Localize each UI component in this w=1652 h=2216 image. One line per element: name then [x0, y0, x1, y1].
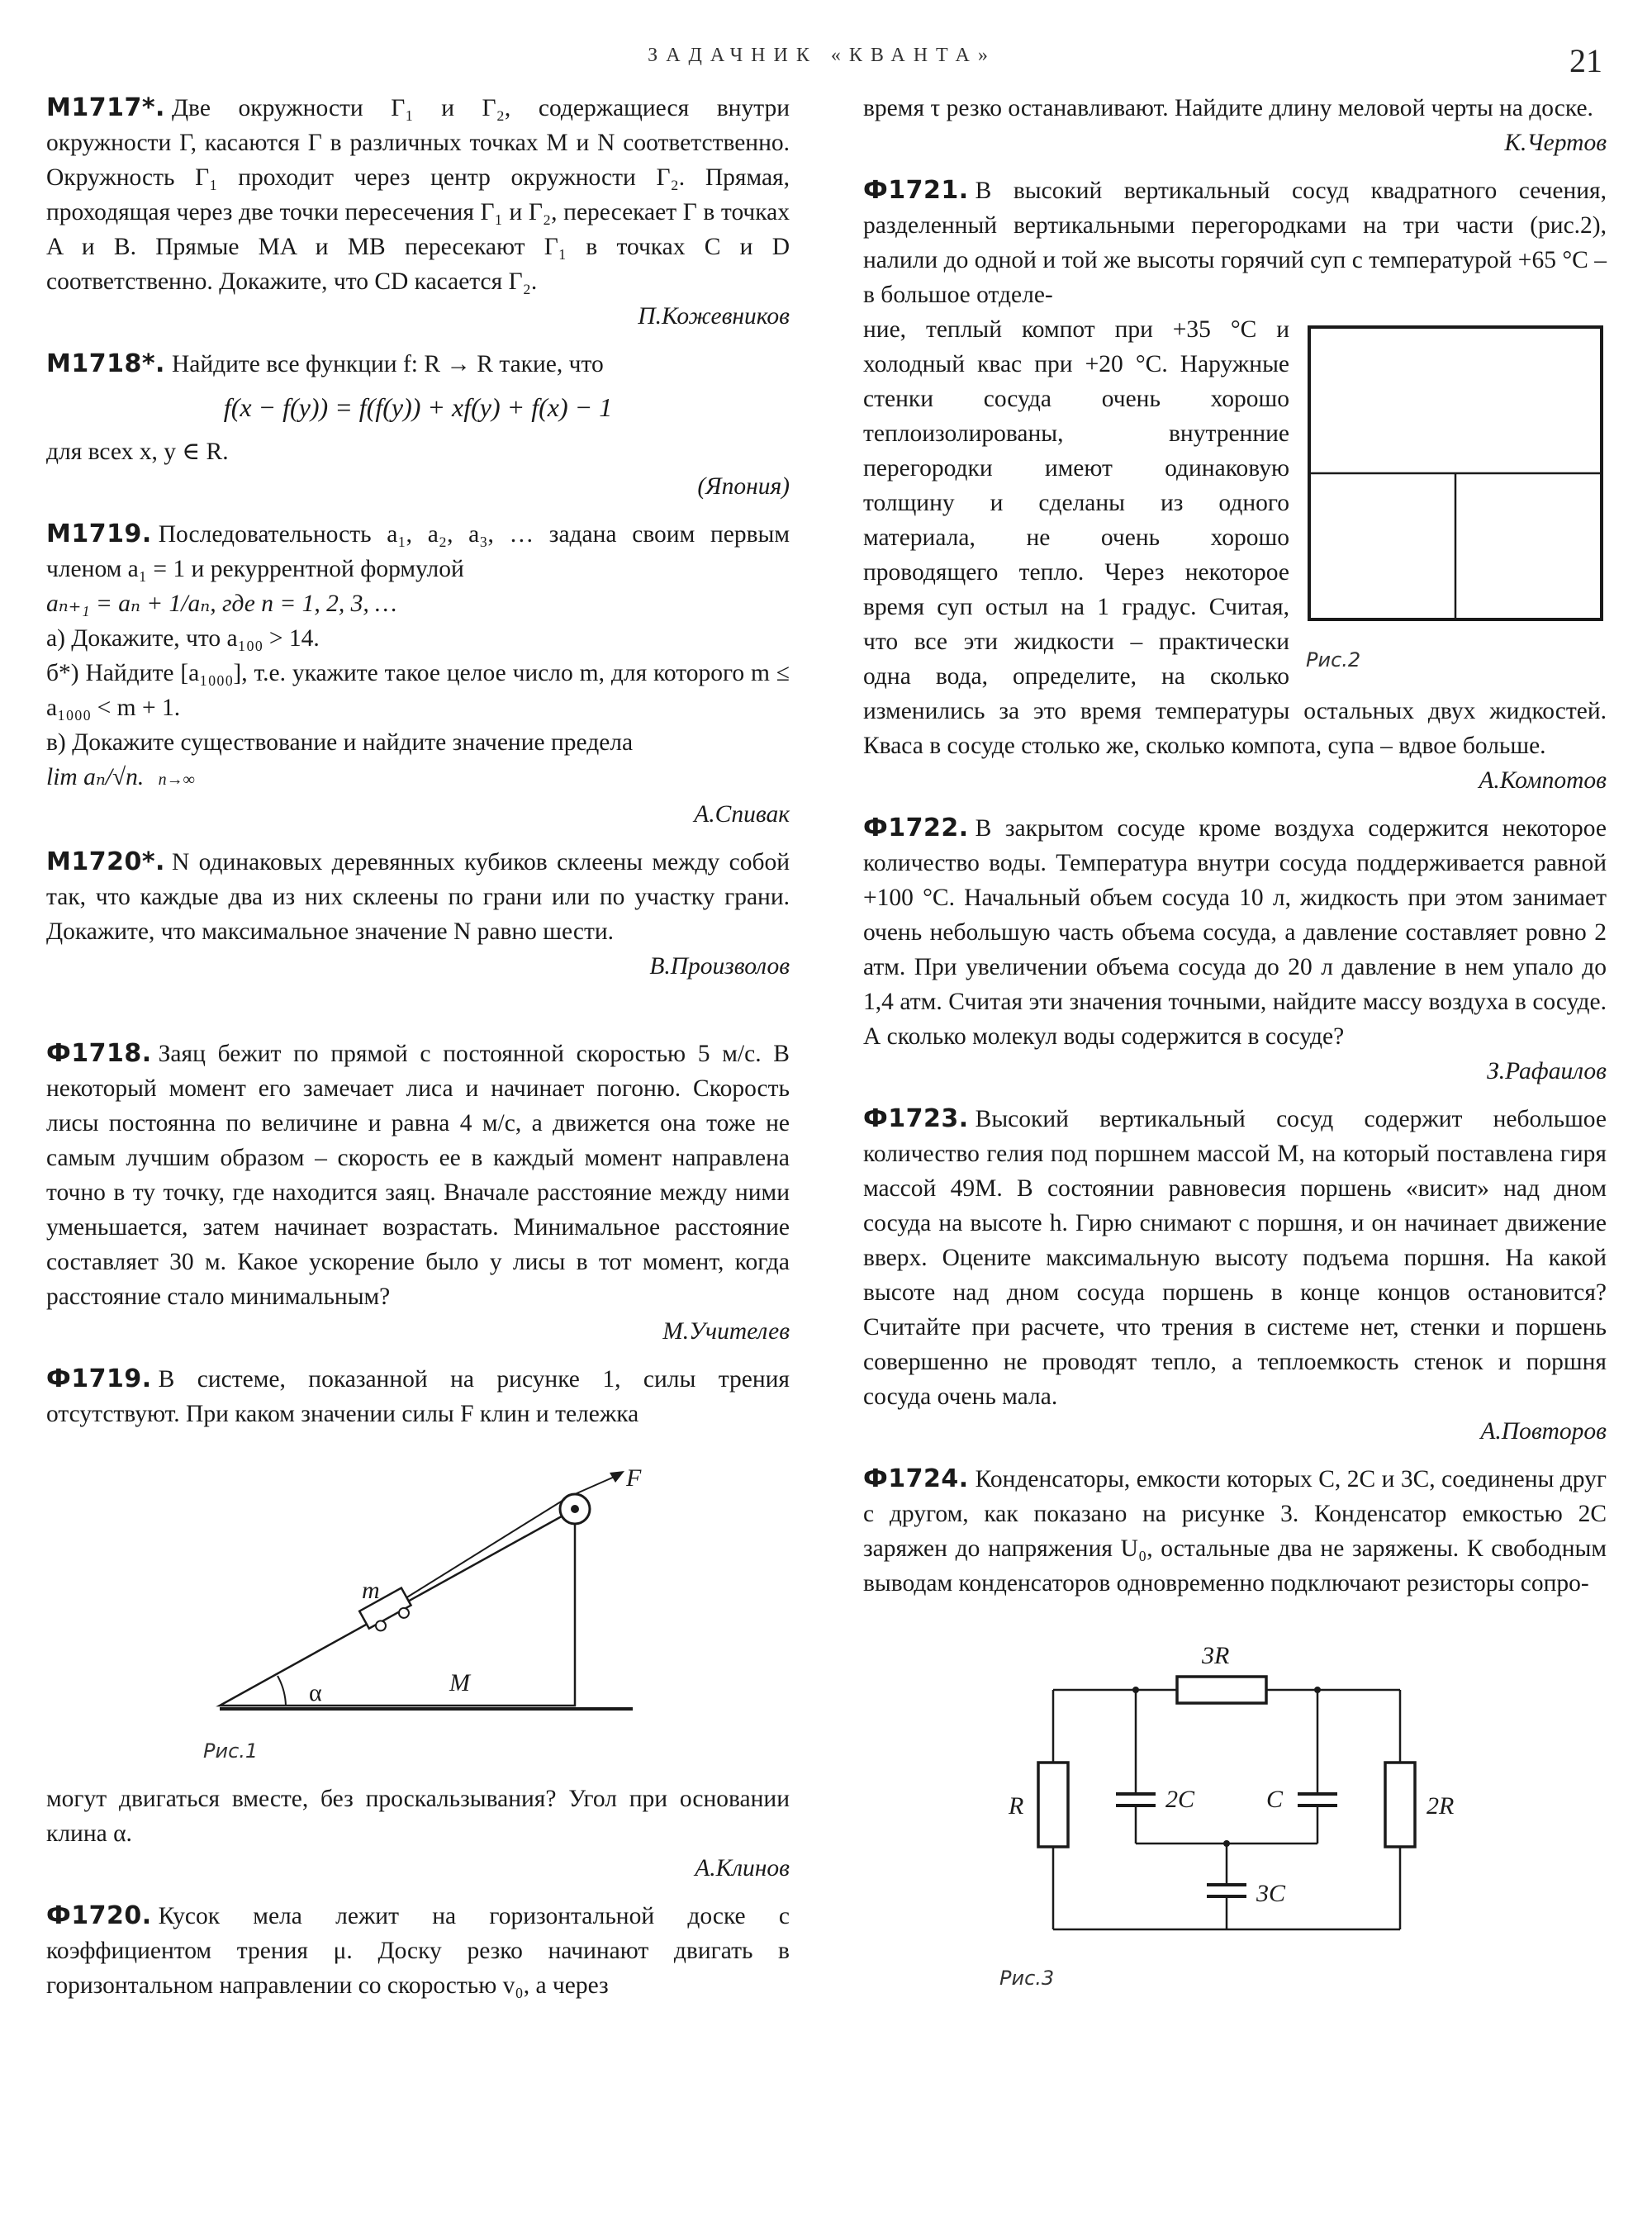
left-column: [46, 91, 790, 2016]
problem-part-b: б*) Найдите [a₁₀₀₀], т.е. укажите такое целое число m, для которого m ≤ a₁₀₀₀ < m + 1.: [46, 660, 790, 721]
problem-text-continued: могут двигаться вместе, без проскальзывания? Угол при основании клина α.: [46, 1786, 790, 1847]
problem-text: Конденсаторы, емкости которых C, 2C и 3C, соединены друг с другом, как показано на рисунке 3. Конденсатор емкостью 2C заряжен до напряжения U₀, остальные два не заряжены. К свободным выводам конденсаторов одновременно подключают резисторы сопро-: [863, 1466, 1607, 1597]
resistor-R-icon: [1038, 1763, 1068, 1847]
figure-3-circuit: [863, 1630, 1607, 1994]
angle-arc: [278, 1676, 286, 1706]
problem-text-wrapped: ние, теплый компот при +35 °С и холодный квас при +20 °С. Наружные стенки сосуда очень хорошо теплоизолированы, внутренние перегородки имеют одинаковую толщину и сделаны из одного материала, не очень хорошо проводящего тепло. Через некоторое время суп остыл на 1 градус. Считая, что все эти жидкости – практически одна вода, определите, на сколько изменились за это время температуры остальных двух жидкостей. Кваса в сосуде столько же, сколько компота, супа – вдвое больше.: [863, 316, 1607, 759]
journal-section-title: ЗАДАЧНИК «КВАНТА»: [648, 45, 996, 66]
label-alpha: α: [309, 1679, 322, 1706]
problem-m1718: [46, 347, 790, 504]
problem-part-a: а) Докажите, что a₁₀₀ > 14.: [46, 625, 320, 652]
problem-author: А.Повторов: [1480, 1418, 1607, 1445]
label-3C: 3C: [1256, 1880, 1286, 1907]
problem-f1722: [863, 811, 1607, 1089]
label-3R: 3R: [1202, 1642, 1230, 1669]
right-column: [863, 91, 1607, 2007]
label-F: F: [626, 1464, 642, 1492]
problem-author: М.Учителев: [662, 1318, 790, 1345]
force-arrow-icon: [610, 1471, 624, 1483]
problem-f1720: [46, 1899, 790, 2003]
problem-author: З.Рафаилов: [1487, 1058, 1607, 1084]
resistor-2R-icon: [1385, 1763, 1415, 1847]
wedge-cart-diagram: [46, 1443, 790, 1740]
rope-incline: [406, 1499, 565, 1598]
problem-f1719: [46, 1362, 790, 1886]
page-number: 21: [1569, 42, 1602, 79]
label-M: M: [449, 1669, 470, 1696]
rope-force: [575, 1476, 616, 1494]
page-header: [0, 41, 1652, 91]
problem-id: Ф1722.: [863, 814, 969, 842]
capacitor-resistor-circuit-diagram: [863, 1630, 1607, 1961]
problem-text: Высокий вертикальный сосуд содержит небольшое количество гелия под поршнем массой M, на который поставлена гиря массой 49M. В состоянии равновесия поршень «висит» над дном сосуда на высоте h. Гирю снимают с поршня, и он начинает движение вверх. Оцените максимальную высоту подъема поршня. На какой высоте над дном сосуда поршень в конце концов остановится? Считайте при расчете, что трения в системе нет, стенки и поршень совершенно не проводят тепло, а теплоемкость стенок и поршня сосуда очень мала.: [863, 1106, 1607, 1410]
problem-id: Ф1724.: [863, 1464, 969, 1493]
label-2R: 2R: [1427, 1792, 1455, 1820]
problem-text: Кусок мела лежит на горизонтальной доске с коэффициентом трения μ. Доску резко начинают двигать в горизонтальном направлении со скоростью v₀, а через: [46, 1903, 790, 1999]
recurrence-formula: aₙ₊₁ = aₙ + 1/aₙ, где n = 1, 2, 3, …: [46, 591, 397, 617]
figure-1-caption: Рис.1: [203, 1739, 259, 1763]
problem-id: Ф1718.: [46, 1039, 152, 1068]
problem-text: N одинаковых деревянных кубиков склеены между собой так, что каждые два из них склеены по грани или по участку грани. Докажите, что максимальное значение N равно шести.: [46, 849, 790, 945]
problem-id: М1720*.: [46, 847, 165, 876]
problem-id: М1718*.: [46, 349, 165, 378]
figure-1-wedge: [46, 1443, 790, 1773]
problem-f1718: [46, 1037, 790, 1349]
vessel-cross-section-diagram: [1306, 324, 1607, 629]
problem-text: В закрытом сосуде кроме воздуха содержится некоторое количество воды. Температура внутри сосуда поддерживается равной +100 °С. Начальный объем сосуда 10 л, жидкость при этом занимает очень небольшую часть объема сосуда, а давление составляет ровно 2 атм. При увеличении объема сосуда до 20 л давление в нем упало до 1,4 атм. Считая эти значения точными, найдите массу воздуха в сосуде. А сколько молекул воды содержится в сосуде?: [863, 815, 1607, 1050]
problem-text: Последовательность a₁, a₂, a₃, … задана своим первым членом a₁ = 1 и рекуррентной формулой: [46, 521, 790, 582]
problem-id: Ф1723.: [863, 1104, 969, 1133]
problem-condition: для всех x, y ∈ R.: [46, 439, 229, 465]
problem-author: А.Компотов: [1479, 767, 1607, 794]
problem-m1720: [46, 845, 790, 984]
figure-2-caption: Рис.2: [1306, 648, 1361, 671]
capacitor-3C-icon: [1207, 1885, 1246, 1896]
problem-id: М1719.: [46, 520, 152, 548]
problem-id: Ф1720.: [46, 1901, 152, 1930]
capacitor-2C-icon: [1116, 1794, 1156, 1806]
problem-author: (Япония): [697, 473, 790, 500]
label-R: R: [1009, 1792, 1024, 1820]
problem-text: время τ резко останавливают. Найдите длину меловой черты на доске.: [863, 95, 1593, 121]
problem-author: А.Клинов: [695, 1855, 790, 1881]
problem-f1724: [863, 1462, 1607, 1994]
problem-f1720-continued: [863, 91, 1607, 160]
problem-author: А.Спивак: [694, 801, 790, 828]
pulley-axle-icon: [571, 1505, 579, 1513]
problem-author: П.Кожевников: [638, 303, 790, 330]
limit-expression: lim aₙ/√n.: [46, 764, 145, 790]
label-2C: 2C: [1165, 1786, 1195, 1813]
problem-text: Найдите все функции f: R → R такие, что: [171, 351, 604, 377]
capacitor-C-icon: [1298, 1794, 1337, 1806]
problem-m1717: [46, 91, 790, 334]
label-m: m: [362, 1577, 380, 1604]
problem-text: В высокий вертикальный сосуд квадратного сечения, разделенный вертикальными перегородками на три части (рис.2), налили до одной и той же высоты горячий суп с температурой +65 °С – в большое отделе-: [863, 178, 1607, 308]
functional-equation: f(x − f(y)) = f(f(y)) + xf(y) + f(x) − 1: [223, 392, 613, 422]
problem-part-c: в) Докажите существование и найдите значение предела: [46, 729, 634, 756]
problem-id: Ф1719.: [46, 1364, 152, 1393]
problem-text: Две окружности Γ₁ и Γ₂, содержащиеся внутри окружности Γ, касаются Γ в различных точках M и N соответственно. Окружность Γ₁ проходит через центр окружности Γ₂. Прямая, проходящая через две точки пересечения Γ₁ и Γ₂, пересекает Γ в точках A и B. Прямые MA и MB пересекают Γ₁ в точках C и D соответственно. Докажите, что CD касается Γ₂.: [46, 95, 790, 295]
problem-m1719: [46, 517, 790, 832]
limit-subscript: n→∞: [158, 771, 195, 789]
problem-text: Заяц бежит по прямой с постоянной скоростью 5 м/с. В некоторый момент его замечает лиса и начинает погоню. Скорость лисы постоянна по величине и равна 4 м/с, а движется она тоже не самым лучшим образом – скорость ее в каждый момент направлена точно в ту точку, где находится заяц. Вначале расстояние между ними уменьшается, затем начинает возрастать. Минимальное расстояние составляет 30 м. Какое ускорение было у лисы в тот момент, когда расстояние стало минимальным?: [46, 1041, 790, 1310]
problem-text: В системе, показанной на рисунке 1, силы трения отсутствуют. При каком значении силы F клин и тележка: [46, 1366, 790, 1427]
problem-author: В.Произволов: [649, 953, 790, 980]
figure-3-caption: Рис.3: [999, 1967, 1055, 1990]
resistor-3R-icon: [1177, 1677, 1266, 1703]
problem-f1723: [863, 1102, 1607, 1449]
problem-author: К.Чертов: [1504, 130, 1607, 156]
label-C: C: [1266, 1786, 1284, 1813]
problem-id: Ф1721.: [863, 176, 969, 205]
figure-2-vessel: [1306, 324, 1607, 677]
problem-id: М1717*.: [46, 93, 165, 122]
problem-f1721: [863, 173, 1607, 798]
